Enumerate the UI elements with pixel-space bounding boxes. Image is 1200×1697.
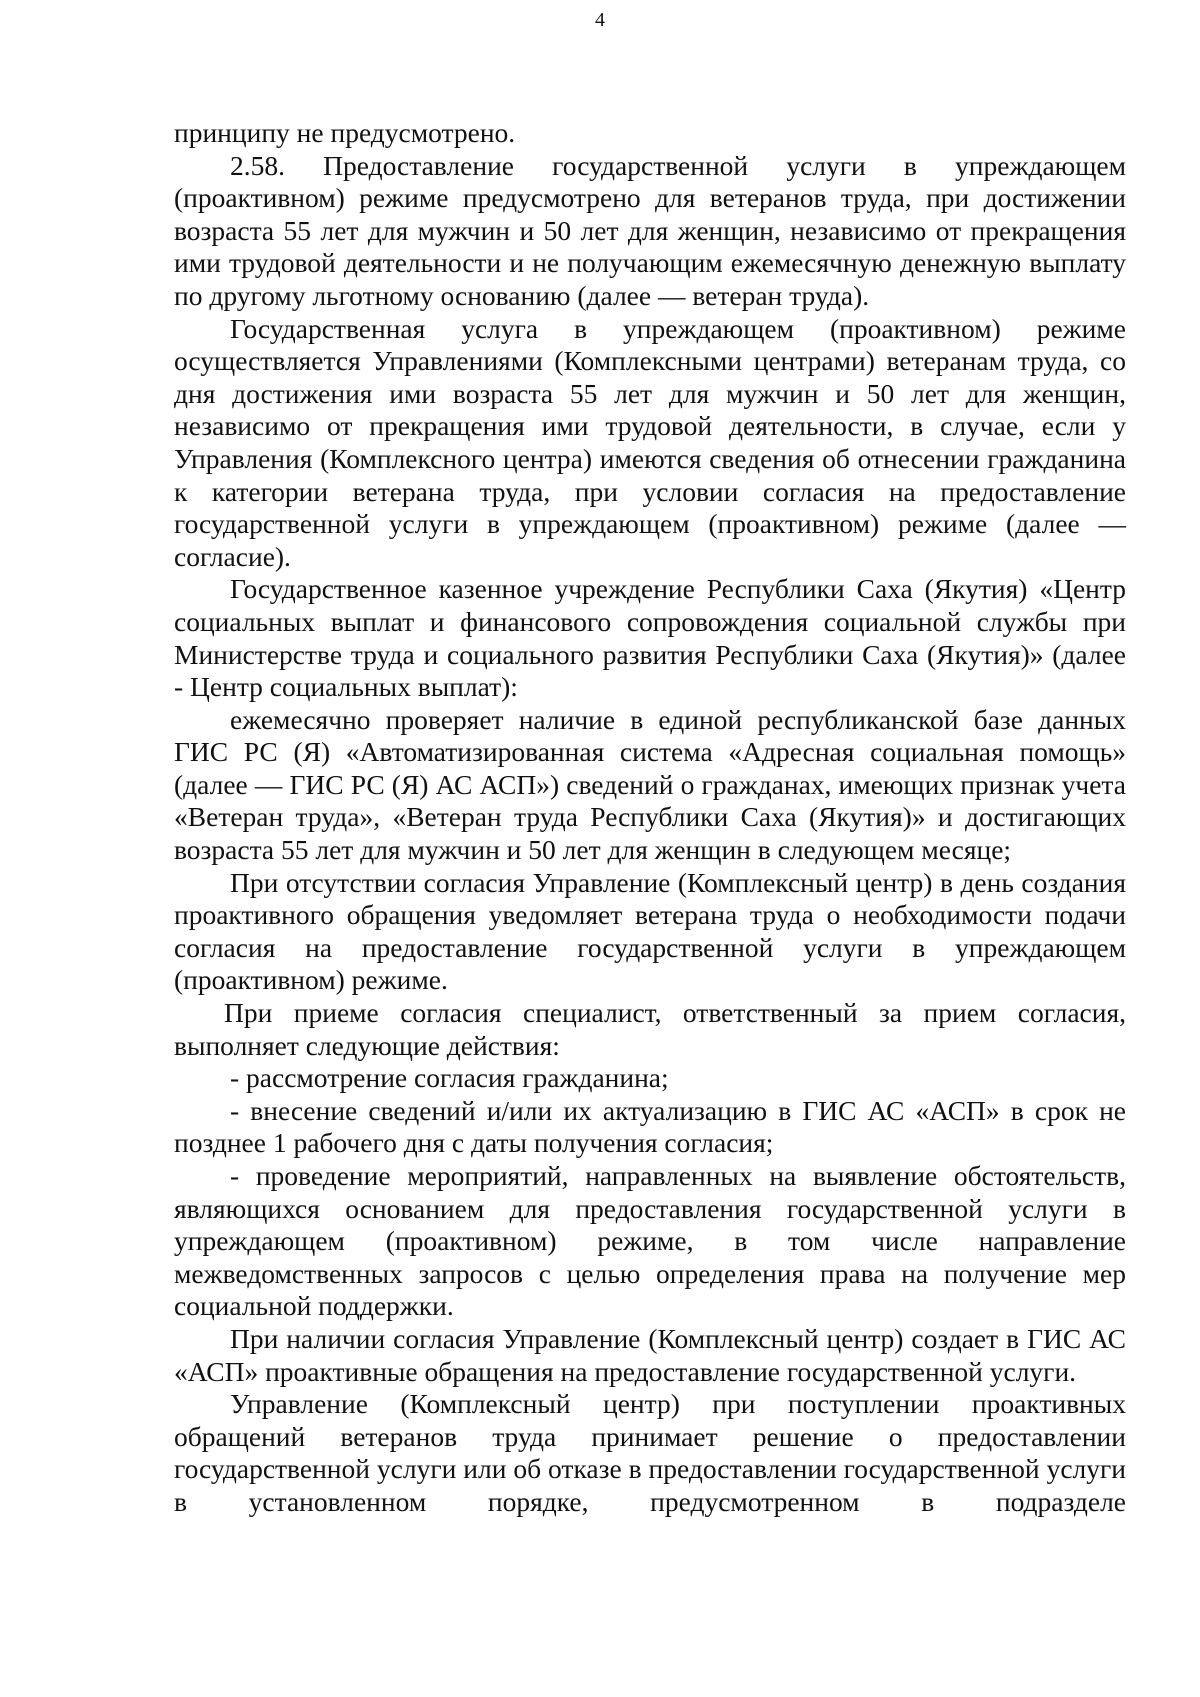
paragraph-proactive-service: Государственная услуга в упреждающем (проактивном) режиме осуществляется Управлениями (Комплексными центрами) ветеранам труда, со дня достижения ими возраста 55 лет для мужчин и 50 лет для женщин, независимо от прекращения ими трудовой деятельности, в случае, если у Управления (Комплексного центра) имеются сведения об отнесении гражданина к категории ветерана труда, при условии согласия на предоставление государственной услуги в упреждающем (проактивном) режиме (далее — согласие). [174,312,1126,572]
paragraph-no-consent: При отсутствии согласия Управление (Комплексный центр) в день создания проактивного обращения уведомляет ветерана труда о необходимости подачи согласия на предоставление государственной услуги в упреждающем (проактивном) режиме. [174,866,1126,996]
paragraph-clause-2-58: 2.58. Предоставление государственной услуги в упреждающем (проактивном) режиме предусмотрено для ветеранов труда, при достижении возраста 55 лет для мужчин и 50 лет для женщин, независимо от прекращения ими трудовой деятельности и не получающим ежемесячную денежную выплату по другому льготному основанию (далее — ветеран труда). [174,149,1126,311]
paragraph-social-payments-center: Государственное казенное учреждение Республики Саха (Якутия) «Центр социальных выплат и финансового сопровождения социальной службы при Министерстве труда и социального развития Республики Саха (Якутия)» (далее - Центр социальных выплат): [174,573,1126,703]
list-item-interagency-requests: - проведение мероприятий, направленных на выявление обстоятельств, являющихся основанием для предоставления государственной услуги в упреждающем (проактивном) режиме, в том числе направление межведомственных запросов с целью определения права на получение мер социальной поддержки. [174,1160,1126,1322]
document-body [174,117,1126,1519]
page-number: 4 [595,9,605,31]
list-item-update-records: - внесение сведений и/или их актуализацию в ГИС АС «АСП» в срок не позднее 1 рабочего дня с даты получения согласия; [174,1094,1126,1159]
list-item-review-consent: - рассмотрение согласия гражданина; [230,1062,669,1094]
paragraph-monthly-check: ежемесячно проверяет наличие в единой республиканской базе данных ГИС РС (Я) «Автоматизированная система «Адресная социальная помощь» (далее — ГИС РС (Я) АС АСП») сведений о гражданах, имеющих признак учета «Ветеран труда», «Ветеран труда Республики Саха (Якутия)» и достигающих возраста 55 лет для мужчин и 50 лет для женщин в следующем месяце; [174,703,1126,866]
paragraph-continuation: принципу не предусмотрено. [174,117,516,148]
paragraph-consent-reception: При приеме согласия специалист, ответственный за прием согласия, выполняет следующие действия: [174,997,1126,1061]
paragraph-decision: Управление (Комплексный центр) при поступлении проактивных обращений ветеранов труда принимает решение о предоставлении государственной услуги или об отказе в предоставлении государственной услуги в установленном порядке, предусмотренном в подразделе [174,1388,1126,1517]
paragraph-consent-present: При наличии согласия Управление (Комплексный центр) создает в ГИС АС «АСП» проактивные обращения на предоставление государственной услуги. [174,1322,1126,1387]
